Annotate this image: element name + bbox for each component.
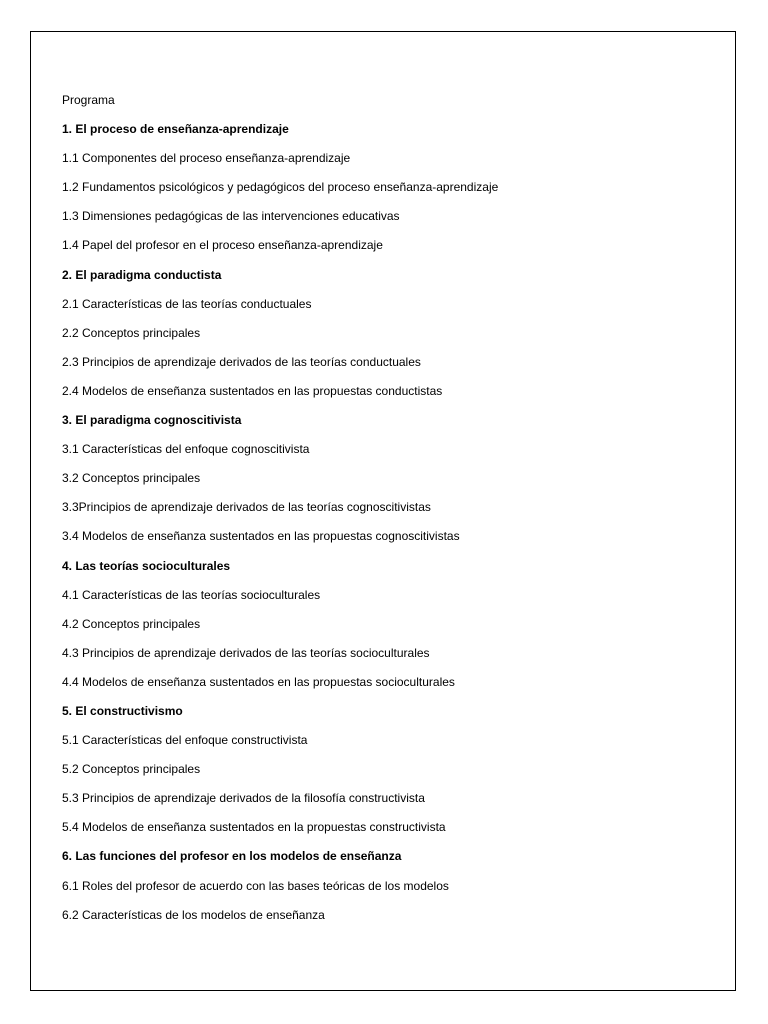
subsection-item: 1.4 Papel del profesor en el proceso enseñanza-aprendizaje bbox=[62, 238, 383, 253]
subsection-item: 2.3 Principios de aprendizaje derivados de las teorías conductuales bbox=[62, 354, 421, 369]
subsection-item: 4.3 Principios de aprendizaje derivados de las teorías socioculturales bbox=[62, 645, 430, 660]
subsection-item: 1.2 Fundamentos psicológicos y pedagógicos del proceso enseñanza-aprendizaje bbox=[62, 180, 499, 195]
subsection-item: 1.3 Dimensiones pedagógicas de las intervenciones educativas bbox=[62, 209, 400, 224]
subsection-item: 4.1 Características de las teorías socioculturales bbox=[62, 587, 321, 602]
subsection-item: 5.2 Conceptos principales bbox=[62, 762, 201, 777]
subsection-item: 3.3Principios de aprendizaje derivados de las teorías cognoscitivistas bbox=[62, 500, 431, 515]
section-heading: 1. El proceso de enseñanza-aprendizaje bbox=[62, 122, 289, 137]
subsection-item: 5.4 Modelos de enseñanza sustentados en la propuestas constructivista bbox=[62, 820, 446, 835]
subsection-item: 4.2 Conceptos principales bbox=[62, 616, 201, 631]
subsection-item: 3.4 Modelos de enseñanza sustentados en las propuestas cognoscitivistas bbox=[62, 529, 460, 544]
document-body bbox=[62, 91, 715, 935]
subsection-item: 2.1 Características de las teorías conductuales bbox=[62, 296, 312, 311]
subsection-item: 2.2 Conceptos principales bbox=[62, 325, 201, 340]
section-heading: 4. Las teorías socioculturales bbox=[62, 558, 231, 573]
subsection-item: 3.2 Conceptos principales bbox=[62, 471, 201, 486]
subsection-item: 6.2 Características de los modelos de enseñanza bbox=[62, 907, 325, 922]
subsection-item: 1.1 Componentes del proceso enseñanza-aprendizaje bbox=[62, 151, 351, 166]
section-heading: 6. Las funciones del profesor en los modelos de enseñanza bbox=[62, 849, 402, 864]
document-title: Programa bbox=[62, 93, 115, 107]
subsection-item: 5.1 Características del enfoque constructivista bbox=[62, 733, 308, 748]
subsection-item: 3.1 Características del enfoque cognoscitivista bbox=[62, 442, 310, 457]
subsection-item: 6.1 Roles del profesor de acuerdo con las bases teóricas de los modelos bbox=[62, 878, 449, 893]
section-heading: 5. El constructivismo bbox=[62, 703, 183, 718]
section-heading: 3. El paradigma cognoscitivista bbox=[62, 413, 242, 428]
section-heading: 2. El paradigma conductista bbox=[62, 267, 222, 282]
subsection-item: 5.3 Principios de aprendizaje derivados de la filosofía constructivista bbox=[62, 791, 425, 806]
subsection-item: 2.4 Modelos de enseñanza sustentados en las propuestas conductistas bbox=[62, 383, 443, 398]
document-page bbox=[30, 31, 736, 991]
subsection-item: 4.4 Modelos de enseñanza sustentados en las propuestas socioculturales bbox=[62, 674, 455, 689]
